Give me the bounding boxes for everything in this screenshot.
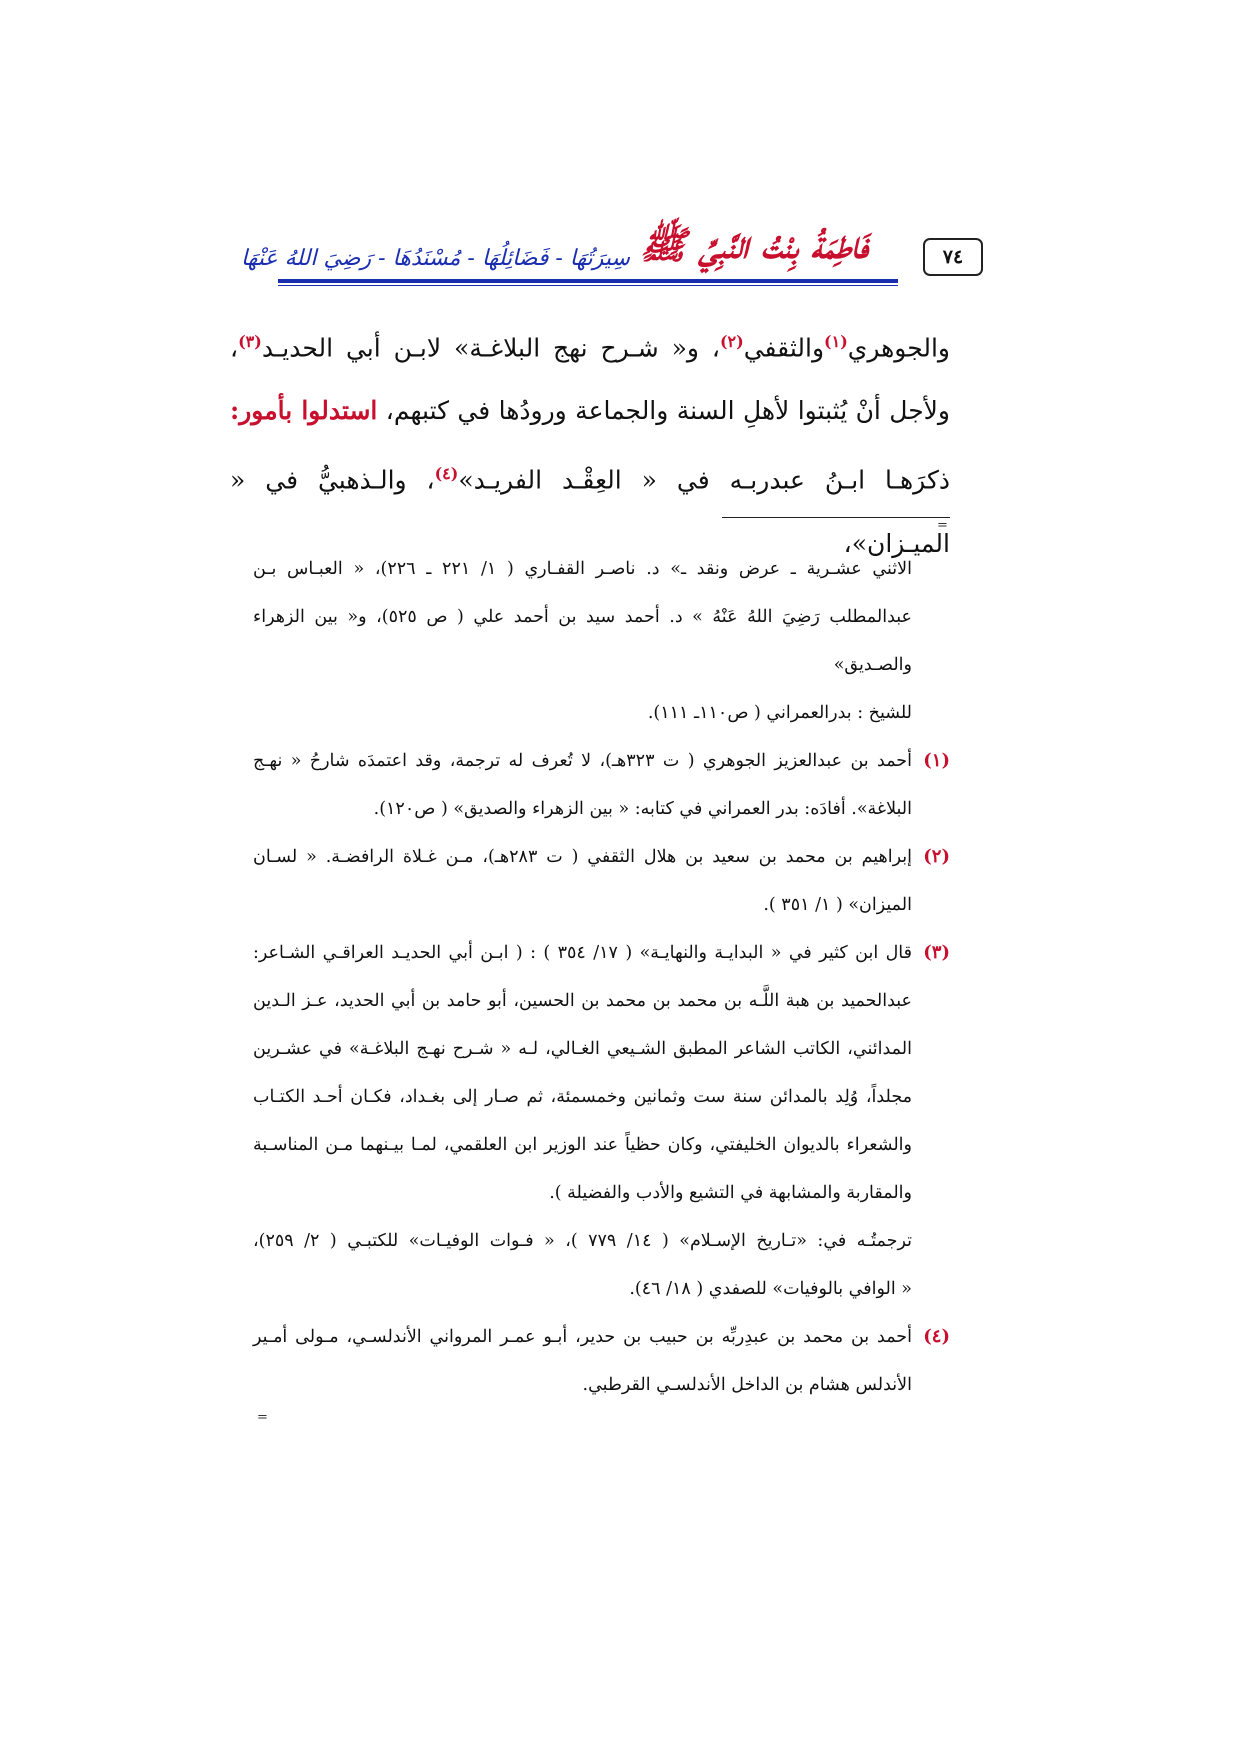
footnote-ref-1[interactable]: (١) <box>824 332 848 351</box>
footnote-number: (١) <box>923 750 950 771</box>
separator-mark: = <box>937 518 948 533</box>
book-title-main: فَاطِمَةُ بِنْتُ النَّبِيِّ ﷺ <box>640 222 868 267</box>
book-title <box>240 205 868 277</box>
footnote-number: (٣) <box>923 942 950 963</box>
footnotes <box>253 545 950 1409</box>
footnote-2: (٢) إبراهيم بن محمد بن سعيد بن هلال الثقفي ( ت ٢٨٣هـ)، مـن غـلاة الرافضـة. « لسـان الميزان» ( ١/ ٣٥١ ). <box>253 833 950 929</box>
footnote-4: (٤) أحمد بن محمد بن عبدِربِّه بن حبيب بن حدير، أبـو عمـر المرواني الأندلسـي، مـولى أمـير الأندلس هشام بن الداخل الأندلسـي القرطبي. <box>253 1313 950 1409</box>
footnote-3: (٣) قال ابن كثير في « البدايـة والنهايـة» ( ١٧/ ٣٥٤ ) : ( ابـن أبي الحديـد العراقـي الشـاعر: عبدالحميد بن هبة اللَّـه بن محمد بن محمد بن الحسين، أبو حامد بن أبي الحديد، عـز الـدين المدائني، الكاتب الشاعر المطبق الشـيعي الغـالي، لـه « شـرح نهـج البلاغـة» في عشـرين مجلداً، وُلِد بالمدائن سنة ست وثمانين وخمسمئة، ثم صـار إلى بغـداد، فكـان أحـد الكتـاب والشعراء بالديوان الخليفتي، وكان حظياً عند الوزير ابن العلقمي، لمـا بيـنهما مـن المناسـبة والمقاربة والمشابهة في التشيع والأدب والفضيلة ). ترجمتُـه في: «تـاريخ الإسـلام» ( ١٤/ ٧٧٩ )، « فـوات الوفيـات» للكتبـي ( ٢/ ٢٥٩)، « الوافي بالوفيات» للصفدي ( ١٨/ ٤٦). <box>253 929 950 1313</box>
footnote-ref-2[interactable]: (٢) <box>719 332 744 351</box>
main-text <box>230 310 950 575</box>
footnote-number: (٤) <box>923 1326 950 1347</box>
main-line-3: ذكرَهـا ابـنُ عبدربـه في « العِقْـد الفريـد»$^{(٤)}$، والـذهبيُّ في « الميـزان»، <box>230 464 950 558</box>
highlight-text: استدلوا بأمور: <box>230 396 378 426</box>
header-rule-thin <box>278 285 898 286</box>
main-line-2: ولأجل أنْ يُثبتوا لأهلِ السنة والجماعة ورودُها في كتبهم، استدلوا بأمور: <box>230 396 950 426</box>
footnote-separator <box>722 517 950 518</box>
main-line-1: والجوهري$^{(١)}$والثقفي$^{(٢)}$، و« شـرح نهج البلاغـة» لابـن أبي الحديـد$^{(٣)}$، <box>230 332 950 363</box>
footnote-continuation: الاثني عشـرية ـ عرض ونقد ـ» د. ناصـر القفـاري ( ١/ ٢٢١ ـ ٢٢٦)، « العبـاس بـن عبدالمطلب رَضِيَ اللهُ عَنْهُ » د. أحمد سيد بن أحمد علي ( ص ٥٢٥)، و« بين الزهراء والصـديق» للشيخ : بدرالعمراني ( ص١١٠ـ ١١١). <box>253 559 912 723</box>
footnote-number: (٢) <box>923 846 950 867</box>
footnote-ref-3[interactable]: (٣) <box>238 332 262 351</box>
header-rule <box>278 279 898 283</box>
footnote-ref-4[interactable]: (٤) <box>434 464 459 484</box>
footnote-1: (١) أحمد بن عبدالعزيز الجوهري ( ت ٣٢٣هـ)، لا تُعرف له ترجمة، وقد اعتمدَه شارحُ « نهـج البلاغة». أفادَه: بدر العمراني في كتابه: « بين الزهراء والصديق» ( ص١٢٠). <box>253 737 950 833</box>
end-mark: = <box>257 1410 268 1425</box>
page-number: ٧٤ <box>923 238 983 276</box>
book-title-subtitle: سِيرَتُهَا - فَضَائِلُهَا - مُسْنَدُهَا - رَضِيَ اللهُ عَنْهَا <box>240 246 630 271</box>
page-header <box>240 205 964 285</box>
